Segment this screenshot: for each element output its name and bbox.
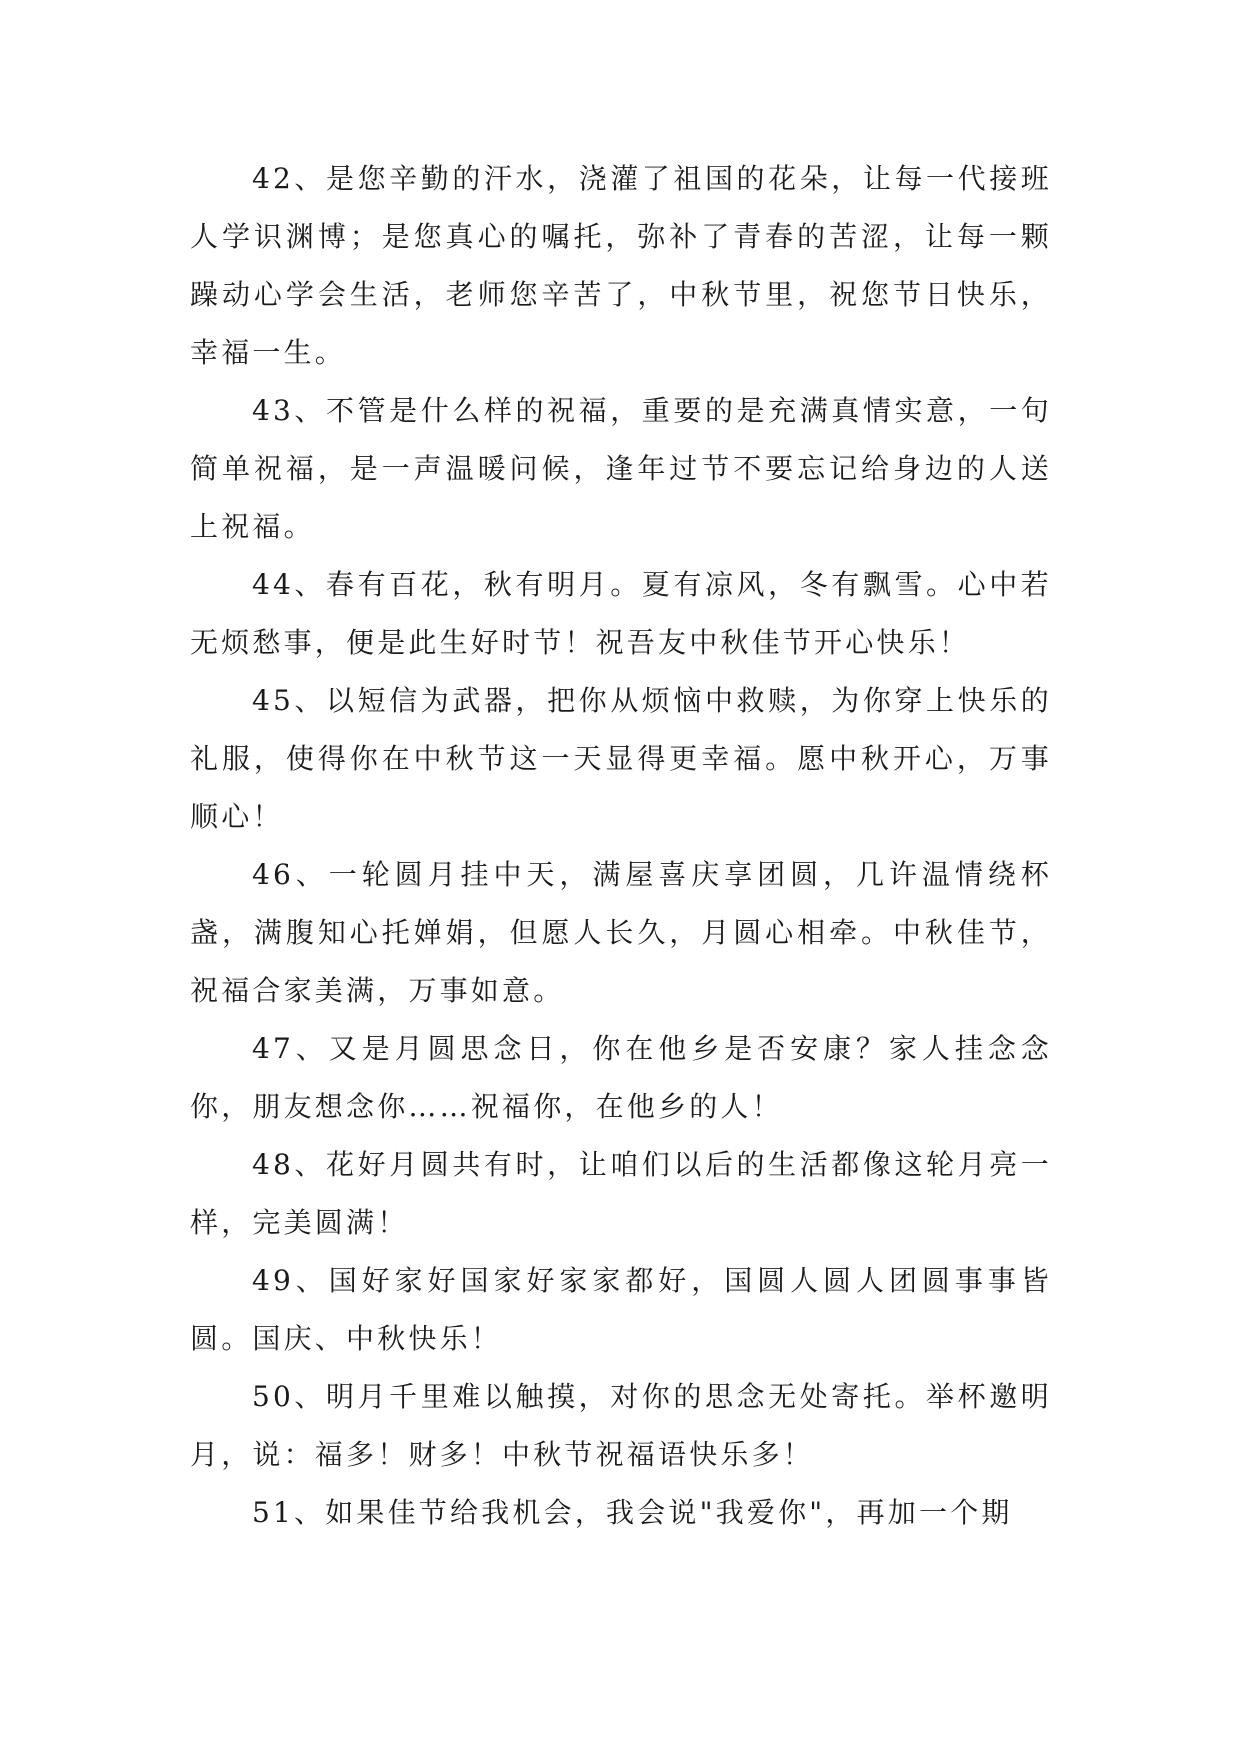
paragraph-46: 46、一轮圆月挂中天，满屋喜庆享团圆，几许温情绕杯盏，满腹知心托婵娟，但愿人长久，月圆心相牵。中秋佳节，祝福合家美满，万事如意。 [190,858,1052,1007]
paragraph-48: 48、花好月圆共有时，让咱们以后的生活都像这轮月亮一样，完美圆满！ [190,1148,1052,1239]
paragraph-44: 44、春有百花，秋有明月。夏有凉风，冬有飘雪。心中若无烦愁事，便是此生好时节！祝吾友中秋佳节开心快乐！ [190,568,1052,659]
paragraph-43: 43、不管是什么样的祝福，重要的是充满真情实意，一句简单祝福，是一声温暖问候，逢年过节不要忘记给身边的人送上祝福。 [190,394,1052,543]
paragraph-49: 49、国好家好国家好家家都好，国圆人圆人团圆事事皆圆。国庆、中秋快乐！ [190,1264,1052,1355]
document-body [190,150,1052,1542]
paragraph-42: 42、是您辛勤的汗水，浇灌了祖国的花朵，让每一代接班人学识渊博；是您真心的嘱托，弥补了青春的苦涩，让每一颗躁动心学会生活，老师您辛苦了，中秋节里，祝您节日快乐，幸福一生。 [190,162,1052,369]
paragraph-45: 45、以短信为武器，把你从烦恼中救赎，为你穿上快乐的礼服，使得你在中秋节这一天显得更幸福。愿中秋开心，万事顺心！ [190,684,1052,833]
paragraph-47: 47、又是月圆思念日，你在他乡是否安康？家人挂念念你，朋友想念你……祝福你，在他乡的人！ [190,1032,1052,1123]
paragraph-50: 50、明月千里难以触摸，对你的思念无处寄托。举杯邀明月，说：福多！财多！中秋节祝福语快乐多！ [190,1380,1052,1471]
paragraph-51: 51、如果佳节给我机会，我会说"我爱你"，再加一个期 [252,1496,1013,1529]
